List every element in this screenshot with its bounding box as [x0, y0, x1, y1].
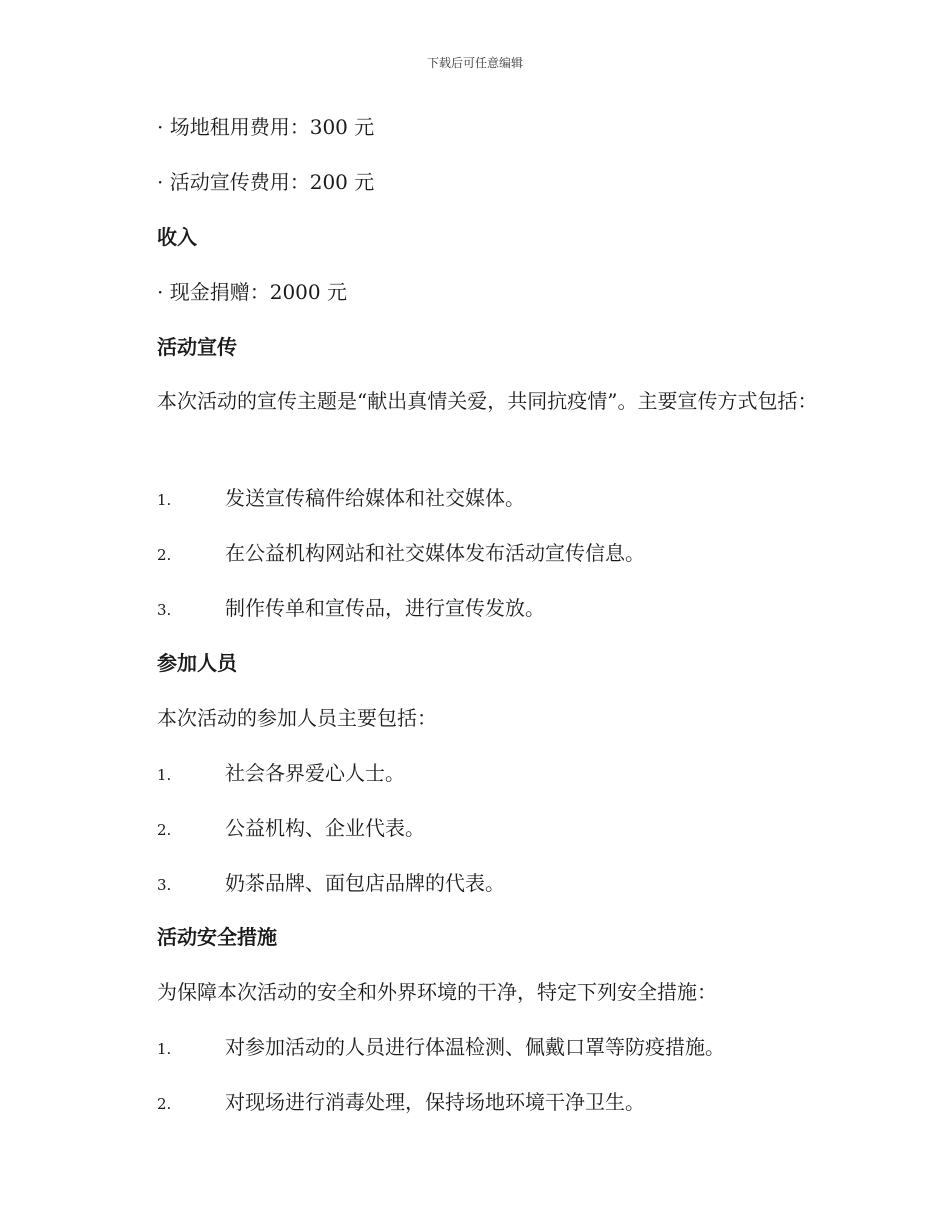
list-text: 发送宣传稿件给媒体和社交媒体。: [225, 486, 525, 510]
list-number: 3.: [157, 876, 172, 894]
participants-list-item: [157, 814, 425, 844]
list-number: 3.: [157, 601, 172, 619]
safety-heading: 活动安全措施: [157, 925, 277, 949]
page-header: 下载后可任意编辑: [426, 56, 523, 70]
list-text: 公益机构、企业代表。: [225, 816, 425, 840]
list-number: 1.: [157, 491, 172, 509]
income-heading: 收入: [157, 225, 197, 249]
participants-intro: 本次活动的参加人员主要包括：: [157, 706, 437, 730]
list-text: 对现场进行消毒处理，保持场地环境干净卫生。: [225, 1090, 645, 1114]
list-number: 2.: [157, 546, 172, 564]
income-item-cash: · 现金捐赠：2000 元: [157, 280, 347, 304]
publicity-list-item: [157, 484, 525, 514]
publicity-intro: 本次活动的宣传主题是“献出真情关爱，共同抗疫情”。主要宣传方式包括：: [157, 389, 818, 413]
list-text: 奶茶品牌、面包店品牌的代表。: [225, 871, 505, 895]
expense-item-publicity: · 活动宣传费用：200 元: [157, 170, 375, 194]
safety-intro: 为保障本次活动的安全和外界环境的干净，特定下列安全措施：: [157, 980, 717, 1004]
list-text: 对参加活动的人员进行体温检测、佩戴口罩等防疫措施。: [225, 1035, 725, 1059]
safety-list-item: [157, 1088, 645, 1118]
list-number: 1.: [157, 1040, 172, 1058]
publicity-list-item: [157, 539, 645, 569]
expense-item-venue: · 场地租用费用：300 元: [157, 115, 375, 139]
list-number: 2.: [157, 1095, 172, 1113]
list-number: 1.: [157, 766, 172, 784]
safety-list-item: [157, 1033, 725, 1063]
list-number: 2.: [157, 821, 172, 839]
list-text: 在公益机构网站和社交媒体发布活动宣传信息。: [225, 541, 645, 565]
list-text: 制作传单和宣传品，进行宣传发放。: [225, 596, 545, 620]
publicity-heading: 活动宣传: [157, 335, 237, 359]
participants-heading: 参加人员: [157, 651, 237, 675]
participants-list-item: [157, 759, 405, 789]
publicity-list-item: [157, 594, 545, 624]
list-text: 社会各界爱心人士。: [225, 761, 405, 785]
participants-list-item: [157, 869, 505, 899]
